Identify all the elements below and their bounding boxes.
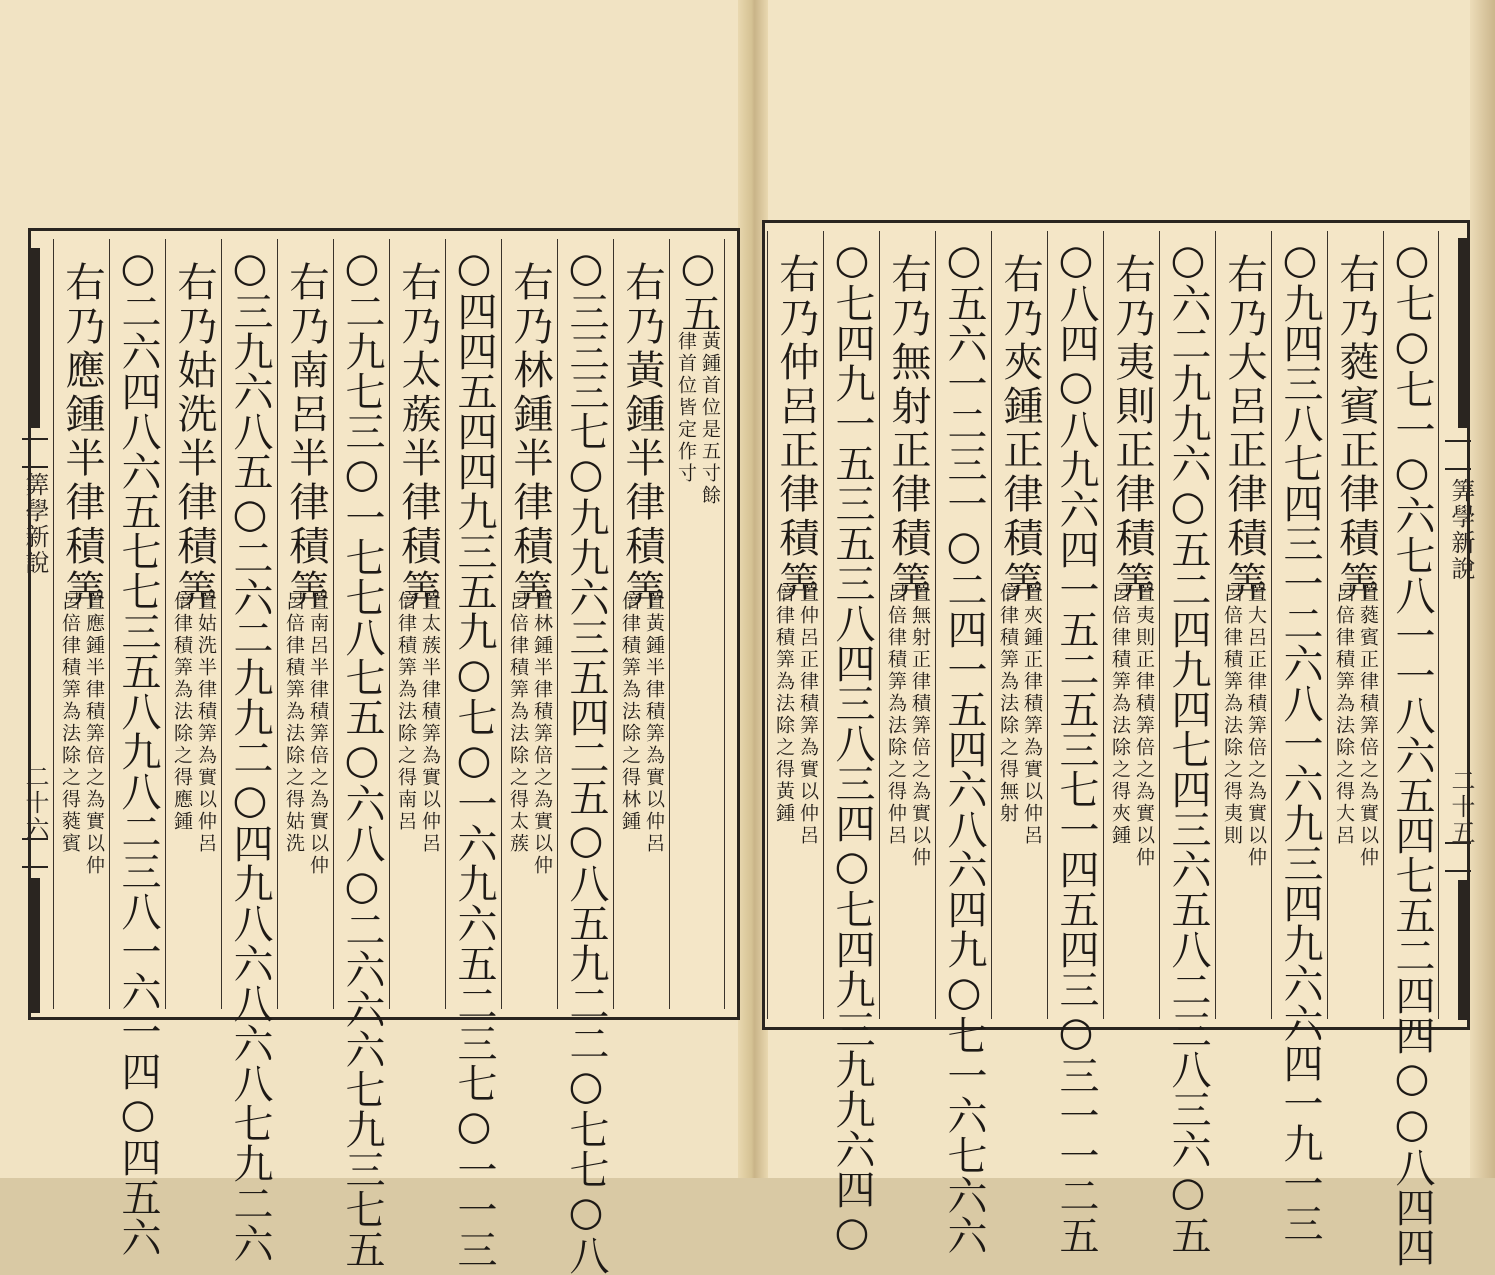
right-fish-tail-bottom	[1445, 842, 1471, 872]
annotation-left: 呂倍律積筭為法除之得仲呂	[885, 583, 907, 847]
left-page-columns	[31, 231, 737, 1275]
left-fish-tail-bottom	[22, 838, 48, 868]
annotation-right: 黃鍾首位是五寸餘	[699, 331, 721, 507]
left-column-1	[669, 239, 725, 1009]
number-sequence: ○七四九一五三五三八四三八三四○七四九三九九六四○	[829, 237, 875, 1255]
annotation-right: 置姑洗半律積筭為實以仲呂	[195, 591, 217, 855]
annotation-right: 置黃鍾半律積筭為實以仲呂	[643, 591, 665, 855]
right-margin-folio: 二十五	[1447, 768, 1475, 846]
right-margin-block	[1458, 238, 1468, 428]
left-margin-block-lower	[30, 878, 40, 1013]
number-sequence: ○二九七三○一七七八七五○六八○二六六六七九三七五	[339, 245, 385, 1269]
right-column-8	[991, 231, 1047, 1019]
column-heading: 右乃應鍾半律積筭	[59, 261, 105, 613]
right-column-4	[1215, 231, 1271, 1019]
left-column-12	[53, 239, 109, 1009]
left-margin-book-title: 筭學新說	[21, 472, 49, 576]
annotation-left: 呂倍律積筭為法除之得蕤賓	[59, 591, 81, 855]
column-heading: 右乃夷則正律積筭	[1109, 253, 1155, 605]
right-column-2	[1327, 231, 1383, 1019]
annotation-left: 呂倍律積筭為法除之得姑洗	[283, 591, 305, 855]
left-column-7	[333, 239, 389, 1269]
right-column-5	[1159, 231, 1215, 1255]
left-margin-block	[30, 248, 40, 428]
left-column-10	[165, 239, 221, 1009]
right-margin-book-title: 筭學新說	[1447, 478, 1475, 582]
column-heading: 右乃仲呂正律積筭	[773, 253, 819, 605]
annotation-right: 置夷則正律積筭倍之為實以仲	[1133, 583, 1155, 869]
right-column-10	[879, 231, 935, 1019]
left-page-frame	[28, 228, 740, 1275]
number-sequence: ○二六四八六五七七三五八九八二三八一六一四○四五六	[115, 245, 161, 1257]
annotation-left: 呂倍律積筭為法除之得太蔟	[507, 591, 529, 855]
number-sequence: ○四四五四四九三五九○七○一六九六五二三七○一一三	[451, 245, 497, 1269]
left-column-5	[445, 239, 501, 1269]
right-page-edge	[1470, 0, 1495, 1178]
annotation-left: 呂倍律積筭為法除之得夷則	[1221, 583, 1243, 847]
right-page-columns	[765, 223, 1467, 1267]
number-sequence: ○九四三八七四三一二六八一六九三四九六六四一九一三	[1277, 237, 1323, 1243]
right-column-12	[767, 231, 823, 1019]
annotation-right: 置夾鍾正律積筭為實以仲呂	[1021, 583, 1043, 847]
column-heading: 右乃太蔟半律積筭	[395, 261, 441, 613]
right-page-frame	[762, 220, 1470, 1267]
column-heading: 右乃黃鍾半律積筭	[619, 261, 665, 613]
left-margin-folio: 二十六	[21, 764, 49, 842]
annotation-right: 置應鍾半律積筭倍之為實以仲	[83, 591, 105, 877]
annotation-right: 置仲呂正律積筭為實以仲呂	[797, 583, 819, 847]
left-column-3	[557, 239, 613, 1275]
annotation-left: 律首位皆定作寸	[675, 331, 697, 485]
right-column-6	[1103, 231, 1159, 1019]
annotation-left: 倍律積筭為法除之得應鍾	[171, 591, 193, 833]
annotation-left: 呂倍律積筭為法除之得大呂	[1333, 583, 1355, 847]
annotation-left: 倍律積筭為法除之得南呂	[395, 591, 417, 833]
right-column-9	[935, 231, 991, 1255]
column-heading: 右乃南呂半律積筭	[283, 261, 329, 613]
annotation-left: 倍律積筭為法除之得無射	[997, 583, 1019, 825]
column-heading: 右乃無射正律積筭	[885, 253, 931, 605]
right-column-3	[1271, 231, 1327, 1243]
left-column-6	[389, 239, 445, 1009]
left-column-9	[221, 239, 277, 1263]
column-heading: 右乃夾鍾正律積筭	[997, 253, 1043, 605]
left-column-4	[501, 239, 557, 1009]
right-column-11	[823, 231, 879, 1255]
right-fish-tail-top	[1445, 440, 1471, 470]
right-column-7	[1047, 231, 1103, 1255]
annotation-left: 呂倍律積筭為法除之得夾鍾	[1109, 583, 1131, 847]
annotation-right: 置南呂半律積筭倍之為實以仲	[307, 591, 329, 877]
left-column-8	[277, 239, 333, 1009]
column-heading: 右乃蕤賓正律積筭	[1333, 253, 1379, 605]
annotation-left: 倍律積筭為法除之得黃鍾	[773, 583, 795, 825]
number-sequence: ○三九六八五○二六二九九二○四九八六八六八七九二六	[227, 245, 273, 1263]
column-heading: 右乃姑洗半律積筭	[171, 261, 217, 613]
number-sequence: ○五六一二三一○二四一五四六八六四九○七一六七六六	[941, 237, 987, 1255]
annotation-right: 置蕤賓正律積筭倍之為實以仲	[1357, 583, 1379, 869]
left-fish-tail-top	[22, 438, 48, 468]
number-sequence: ○七○七一○六七八一一八六五四七五二四四○○八四四	[1389, 237, 1435, 1267]
left-column-2	[613, 239, 669, 1009]
column-value: ○五	[675, 245, 721, 335]
column-heading: 右乃林鍾半律積筭	[507, 261, 553, 613]
annotation-right: 置太蔟半律積筭為實以仲呂	[419, 591, 441, 855]
annotation-right: 置大呂正律積筭倍之為實以仲	[1245, 583, 1267, 869]
annotation-left: 倍律積筭為法除之得林鍾	[619, 591, 641, 833]
number-sequence: ○三三三七○九九六三五四二五○八五九二二○七七○八	[563, 245, 609, 1275]
annotation-right: 置無射正律積筭倍之為實以仲	[909, 583, 931, 869]
number-sequence: ○八四○八九六四一五二五三七一四五四三○三一一二五	[1053, 237, 1099, 1255]
number-sequence: ○六二九九六○五二四九四七四三六五八二三八三六○五	[1165, 237, 1211, 1255]
column-heading: 右乃大呂正律積筭	[1221, 253, 1267, 605]
annotation-right: 置林鍾半律積筭倍之為實以仲	[531, 591, 553, 877]
right-column-1	[1383, 231, 1439, 1267]
left-column-11	[109, 239, 165, 1257]
right-margin-block-lower	[1458, 880, 1468, 1020]
